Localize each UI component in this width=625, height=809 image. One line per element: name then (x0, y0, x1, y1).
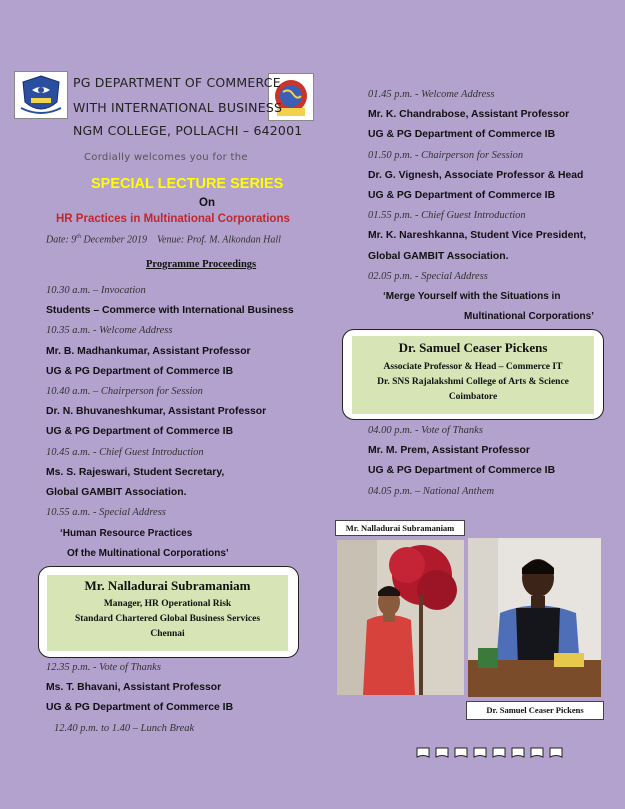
left-program-line-time: 10.55 a.m. - Special Address (46, 507, 166, 519)
right-program-line-detail: UG & PG Department of Commerce IB (368, 190, 556, 201)
left-after-line-detail: UG & PG Department of Commerce IB (46, 702, 234, 714)
right-after-line-time: 04.05 p.m. – National Anthem (368, 485, 495, 497)
college-logo (14, 71, 68, 119)
left-program-line-detail: UG & PG Department of Commerce IB (46, 426, 234, 438)
proceedings-title: Programme Proceedings (146, 259, 257, 270)
right-program-line-detail: Mr. K. Chandrabose, Assistant Professor (368, 109, 570, 121)
flag-icon-row (414, 745, 564, 761)
right-program-line-detail: Dr. G. Vignesh, Associate Professor & Head (368, 169, 584, 181)
left-program-line-detail: UG & PG Department of Commerce IB (46, 365, 234, 377)
speaker-2-role: Associate Professor & Head – Commerce IT (383, 362, 563, 372)
speaker-2-photo (468, 538, 601, 697)
photo-1-caption: Mr. Nalladurai Subramaniam (335, 520, 465, 536)
left-program-line-time: 10.30 a.m. – Invocation (46, 285, 146, 296)
speaker-card-2-inner (352, 336, 594, 414)
series-title: SPECIAL LECTURE SERIES (91, 176, 284, 192)
speaker-card-1 (38, 566, 299, 658)
left-program-line-detail: Students – Commerce with International Business (46, 305, 294, 317)
speaker-1-city: Chennai (150, 629, 185, 639)
left-quote-line-1: ‘Human Resource Practices (60, 528, 193, 539)
speaker-1-name: Mr. Nalladurai Subramaniam (84, 578, 251, 593)
speaker-2-city: Coimbatore (448, 392, 498, 402)
right-quote-line-1: ‘Merge Yourself with the Situations in (383, 291, 561, 302)
left-quote-line-2: Of the Multinational Corporations’ (67, 548, 229, 559)
right-after-line-detail: UG & PG Department of Commerce IB (368, 465, 556, 477)
left-program-line-detail: Global GAMBIT Association. (46, 487, 187, 498)
left-program-line-detail: Dr. N. Bhuvaneshkumar, Assistant Professor (46, 406, 267, 418)
right-program-line-time: 01.55 p.m. - Chief Guest Introduction (368, 210, 526, 222)
header-line-3: NGM COLLEGE, POLLACHI – 642001 (73, 123, 303, 138)
speaker-1-org: Standard Chartered Global Business Services (74, 614, 261, 624)
right-program-line-time: 02.05 p.m. - Special Address (368, 270, 488, 282)
left-after-line-detail: Ms. T. Bhavani, Assistant Professor (46, 682, 222, 694)
left-program-line-time: 10.45 a.m. - Chief Guest Introduction (46, 446, 204, 458)
left-program-line-detail: Ms. S. Rajeswari, Student Secretary, (46, 466, 225, 478)
photo-2-caption: Dr. Samuel Ceaser Pickens (466, 701, 604, 720)
header-line-2: WITH INTERNATIONAL BUSINESS (73, 100, 283, 115)
right-program-line-time: 01.50 p.m. - Chairperson for Session (368, 149, 524, 161)
speaker-2-college: Dr. SNS Rajalakshmi College of Arts & Science (377, 377, 569, 387)
speaker-1-role: Manager, HR Operational Risk (103, 599, 232, 609)
speaker-card-1-inner (47, 575, 288, 651)
right-after-line-time: 04.00 p.m. - Vote of Thanks (368, 425, 483, 436)
speaker-1-photo (337, 540, 464, 695)
speaker-card-2 (342, 329, 604, 420)
welcome-text: Cordially welcomes you for the (84, 152, 248, 163)
speaker-2-name: Dr. Samuel Ceaser Pickens (398, 340, 548, 355)
right-program-line-detail: Mr. K. Nareshkanna, Student Vice President, (368, 230, 587, 242)
header-line-1: PG DEPARTMENT OF COMMERCE (73, 75, 281, 90)
right-program-line-time: 01.45 p.m. - Welcome Address (368, 89, 495, 100)
on-text: On (199, 197, 215, 209)
right-program-line-detail: UG & PG Department of Commerce IB (368, 129, 556, 141)
right-program-line-detail: Global GAMBIT Association. (368, 250, 509, 262)
date-venue: Date: 9th December 2019 Venue: Prof. M. Alkondan Hall (46, 234, 281, 246)
right-quote-line-2: Multinational Corporations’ (464, 311, 594, 322)
right-after-line-detail: Mr. M. Prem, Assistant Professor (368, 445, 530, 457)
left-after-line-time: 12.35 p.m. - Vote of Thanks (46, 662, 161, 673)
left-after-line-time: 12.40 p.m. to 1.40 – Lunch Break (54, 722, 195, 734)
left-program-line-time: 10.35 a.m. - Welcome Address (46, 325, 173, 337)
left-program-line-detail: Mr. B. Madhankumar, Assistant Professor (46, 345, 251, 357)
flag-bunting-decoration (414, 745, 564, 761)
topic-title: HR Practices in Multinational Corporations (56, 213, 290, 225)
left-program-line-time: 10.40 a.m. – Chairperson for Session (46, 386, 203, 397)
